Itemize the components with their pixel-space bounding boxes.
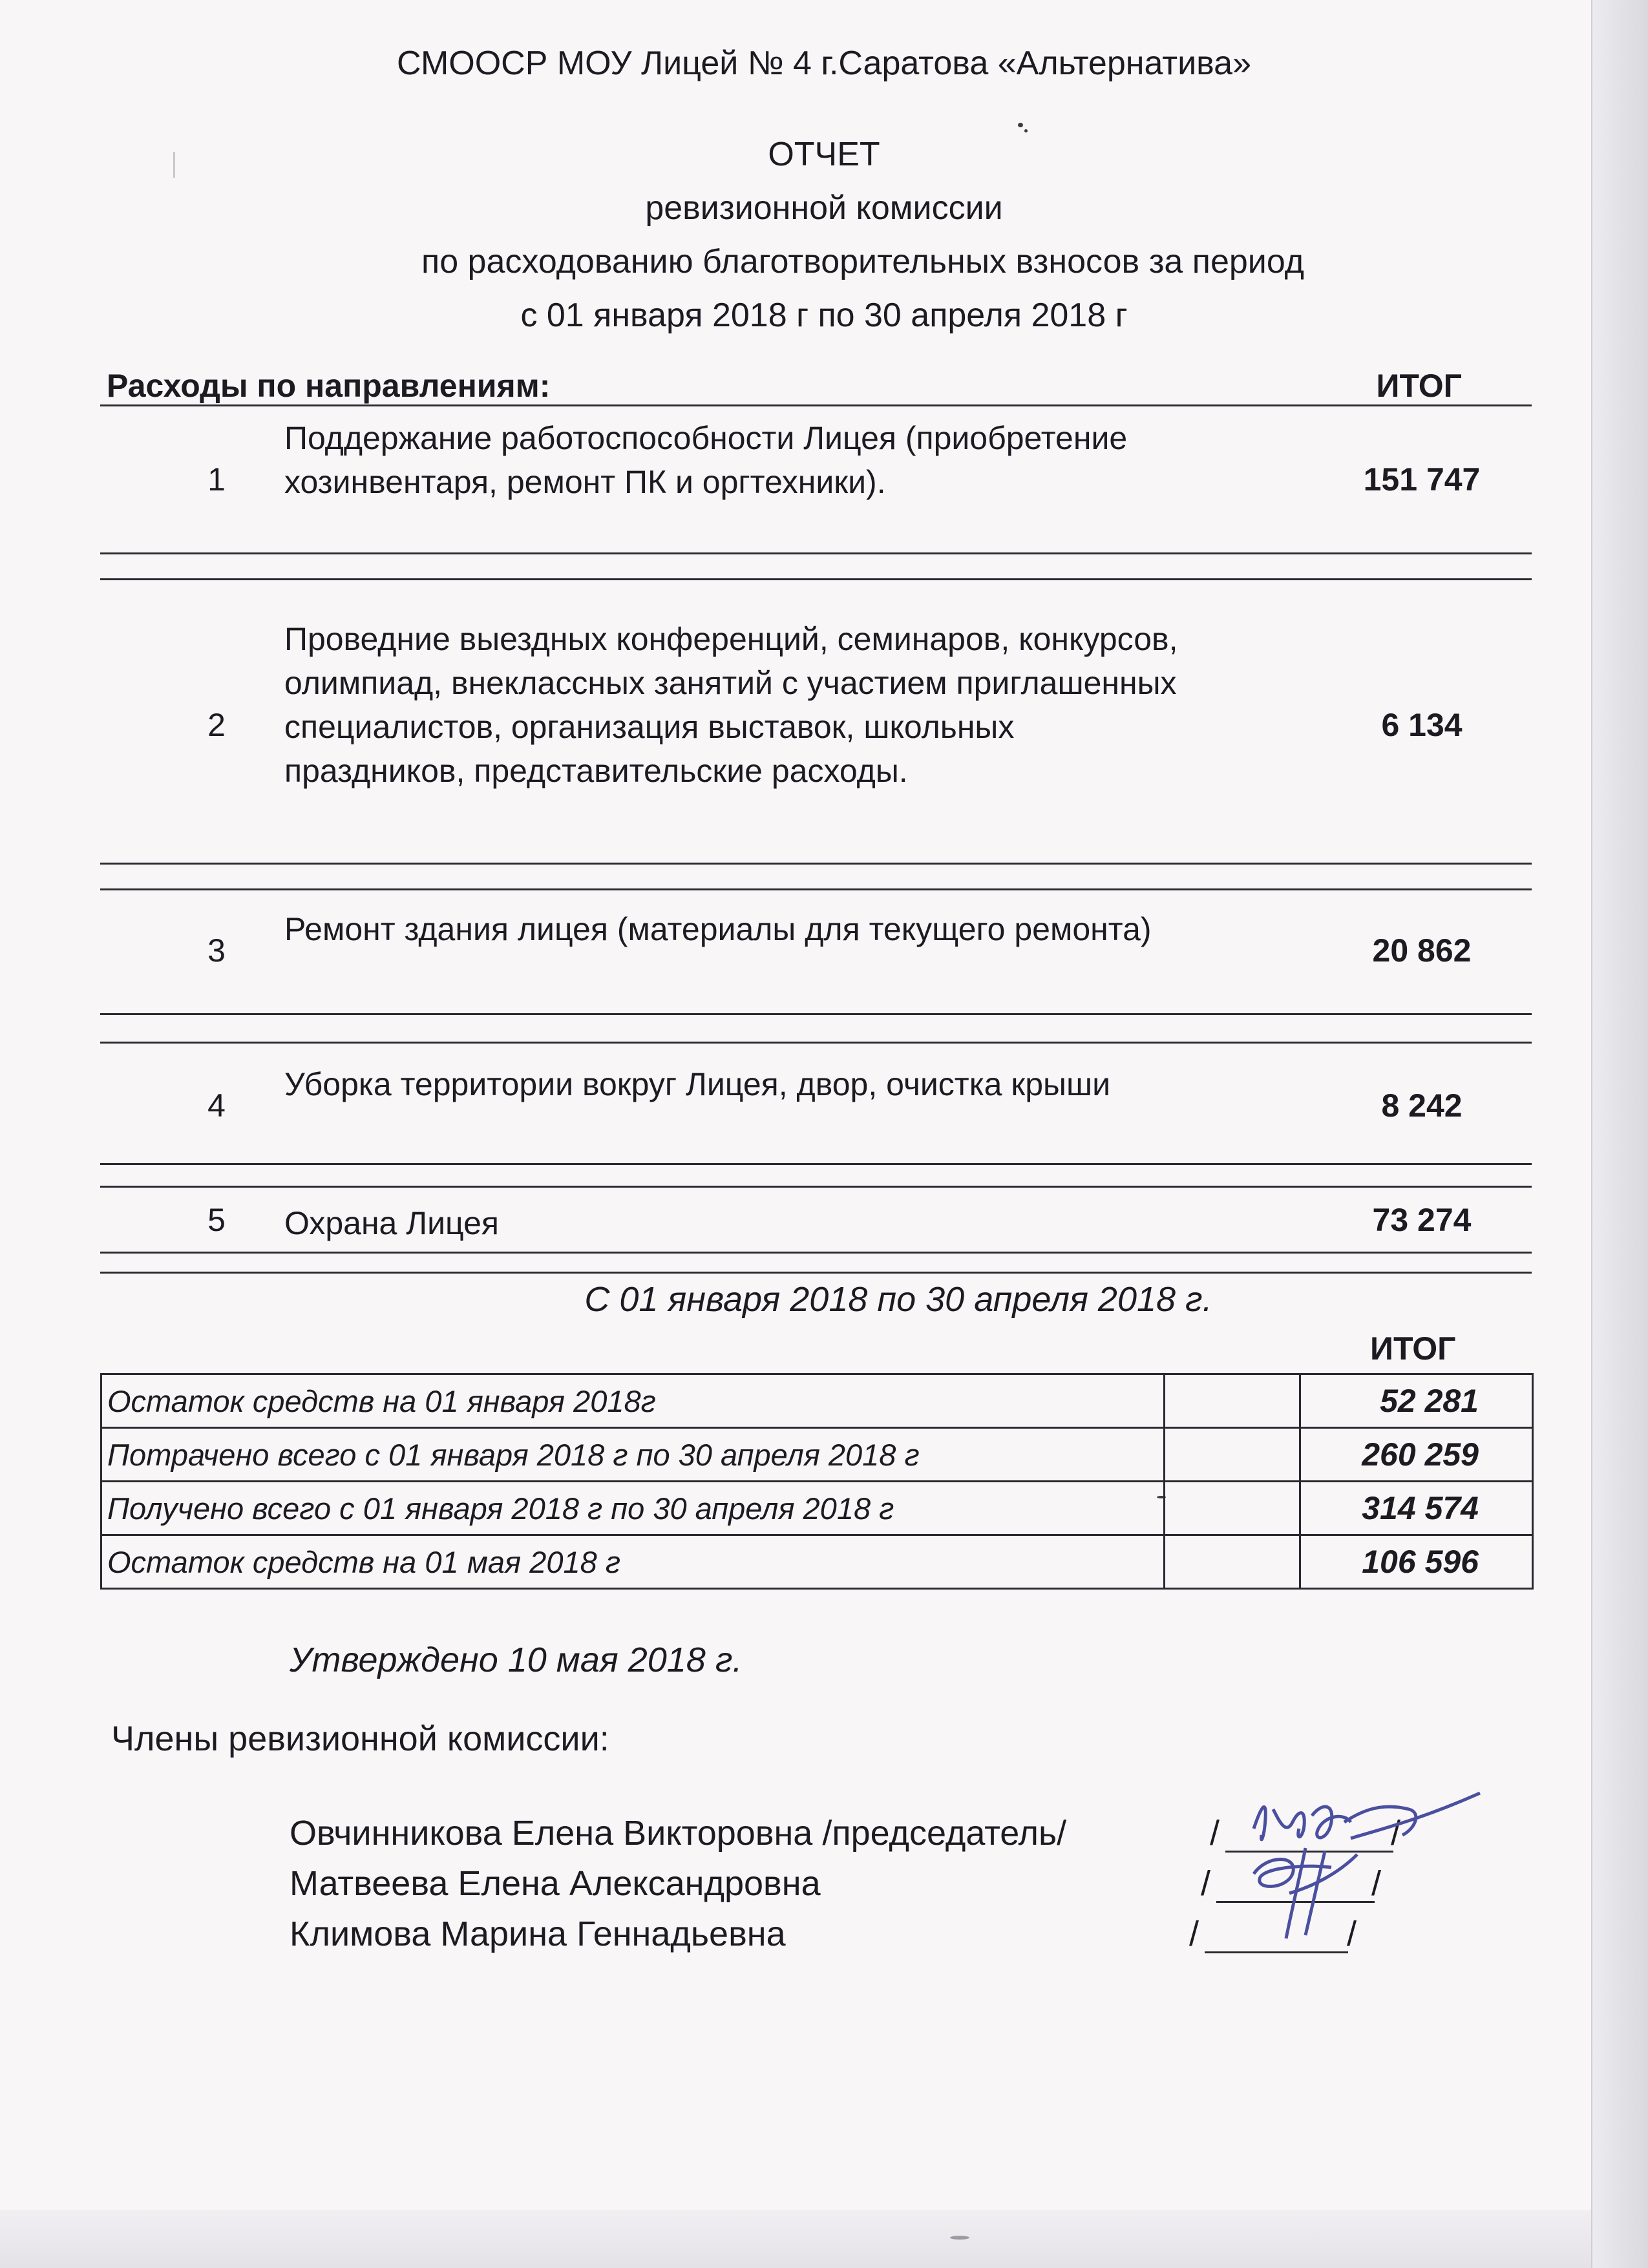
signature-line-slash: / <box>1210 1814 1220 1853</box>
approval-date: Утверждено 10 мая 2018 г. <box>290 1641 743 1679</box>
summary-value: 106 596 <box>1300 1535 1533 1589</box>
expense-amount: 73 274 <box>1372 1202 1472 1238</box>
expense-number: 5 <box>207 1202 226 1238</box>
expense-amount: 151 747 <box>1363 461 1481 498</box>
summary-label: Потрачено всего с 01 января 2018 г по 30 апреля 2018 г <box>101 1428 1165 1482</box>
expense-amount: 8 242 <box>1381 1087 1463 1124</box>
commission-member: Климова Марина Геннадьевна <box>290 1915 786 1953</box>
expenses-header <box>100 359 1532 406</box>
row-divider <box>100 863 1532 865</box>
expense-description: Уборка территории вокруг Лицея, двор, очистка крыши <box>284 1066 1111 1102</box>
summary-label: Получено всего с 01 января 2018 г по 30 апреля 2018 г <box>101 1482 1165 1535</box>
expense-amount: 6 134 <box>1381 707 1463 743</box>
summary-value: 52 281 <box>1300 1374 1533 1428</box>
signature-line-slash: / <box>1189 1915 1199 1953</box>
summary-label: Остаток средств на 01 мая 2018 г <box>101 1535 1165 1589</box>
commission-member: Овчинникова Елена Викторовна /председатель/ <box>290 1814 1067 1853</box>
signature-line-slash: / <box>1391 1814 1401 1853</box>
expense-number: 3 <box>207 932 226 969</box>
expense-row <box>100 1060 1532 1157</box>
signature-line-slash: / <box>1371 1864 1382 1903</box>
signature-line-rule <box>1205 1951 1348 1953</box>
summary-table <box>100 1373 1534 1590</box>
summary-value: 260 259 <box>1300 1428 1533 1482</box>
expenses-header-label: Расходы по направлениям: <box>107 368 551 404</box>
expense-description: Ремонт здания лицея (материалы для текущего ремонта) <box>284 911 1152 947</box>
report-subtitle: ревизионной комиссии <box>645 189 1003 227</box>
report-title: ОТЧЕТ <box>768 136 880 173</box>
summary-empty-cell <box>1165 1535 1300 1589</box>
expense-number: 1 <box>207 461 226 498</box>
summary-row <box>101 1374 1533 1428</box>
expense-description: Поддержание работоспособности Лицея (приобретение хозинвентаря, ремонт ПК и оргтехники). <box>284 420 1128 500</box>
row-divider <box>100 888 1532 890</box>
expense-row <box>100 1199 1532 1244</box>
scan-speck <box>950 2236 969 2240</box>
row-divider <box>100 578 1532 580</box>
expenses-header-total: ИТОГ <box>1376 368 1462 404</box>
organization-title: СМООСР МОУ Лицей № 4 г.Саратова «Альтернатива» <box>396 45 1251 82</box>
signature-line-slash: / <box>1201 1864 1211 1903</box>
summary-total-header: ИТОГ <box>1370 1330 1456 1367</box>
row-divider <box>100 1042 1532 1044</box>
summary-empty-cell <box>1165 1374 1300 1428</box>
summary-value: 314 574 <box>1300 1482 1533 1535</box>
expense-number: 4 <box>207 1087 226 1124</box>
commission-member: Матвеева Елена Александровна <box>290 1864 821 1903</box>
signature-line-slash: / <box>1347 1915 1357 1953</box>
scan-bottom-edge <box>0 2210 1591 2268</box>
summary-period: С 01 января 2018 по 30 апреля 2018 г. <box>584 1280 1212 1319</box>
expense-description: Проведние выездных конференций, семинаров, конкурсов, олимпиад, внеклассных занятий с участием приглашенных специалистов, организация выставок, школьных праздников, представительские расходы. <box>284 621 1178 789</box>
signature-image <box>1228 1829 1396 1945</box>
row-divider <box>100 1272 1532 1274</box>
expense-number: 2 <box>207 707 226 743</box>
expense-row <box>100 905 1532 1002</box>
expense-amount: 20 862 <box>1372 932 1472 969</box>
row-divider <box>100 1186 1532 1188</box>
summary-row <box>101 1428 1533 1482</box>
report-period: с 01 января 2018 г по 30 апреля 2018 г <box>520 297 1128 334</box>
expense-row <box>100 414 1532 552</box>
report-subject: по расходованию благотворительных взносов за период <box>421 243 1304 280</box>
summary-row <box>101 1535 1533 1589</box>
summary-label: Остаток средств на 01 января 2018г <box>101 1374 1165 1428</box>
row-divider <box>100 1252 1532 1254</box>
expense-row <box>100 611 1532 830</box>
report-heading <box>0 128 1648 342</box>
row-divider <box>100 1013 1532 1015</box>
summary-empty-cell <box>1165 1428 1300 1482</box>
commission-heading: Члены ревизионной комиссии: <box>111 1719 609 1758</box>
summary-empty-cell <box>1165 1482 1300 1535</box>
summary-row <box>101 1482 1533 1535</box>
scan-speck <box>1018 123 1023 127</box>
row-divider <box>100 1163 1532 1165</box>
expense-description: Охрана Лицея <box>284 1205 499 1241</box>
row-divider <box>100 552 1532 554</box>
